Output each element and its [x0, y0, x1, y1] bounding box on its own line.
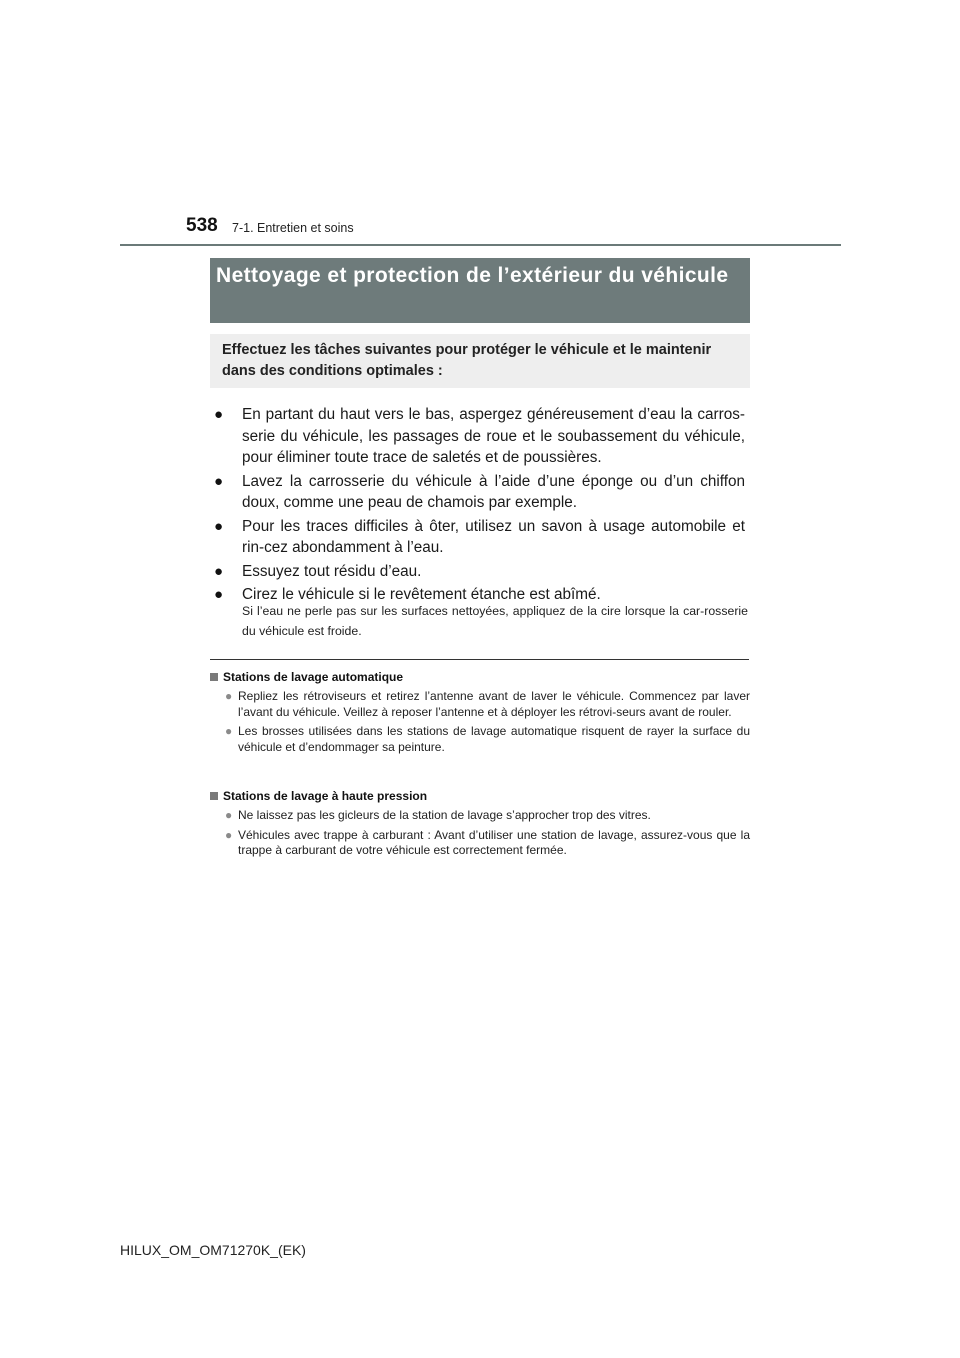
list-item-text: Cirez le véhicule si le revêtement étanche est abîmé.: [242, 586, 601, 603]
bullet-icon: ●: [225, 808, 233, 822]
automatic-wash-section: [210, 669, 750, 755]
list-item: [210, 724, 750, 755]
bullet-icon: ●: [214, 517, 224, 535]
footer-doc-code: HILUX_OM_OM71270K_(EK): [120, 1242, 306, 1258]
page-title: Nettoyage et protection de l’extérieur du véhicule: [216, 264, 729, 287]
bullet-icon: ●: [225, 724, 233, 738]
intro-text: Effectuez les tâches suivantes pour protéger le véhicule et le maintenir dans des conditions optimales :: [222, 342, 712, 379]
list-item-text: Repliez les rétroviseurs et retirez l’antenne avant de laver le véhicule. Commencez par laver l’avant du véhicule. Veillez à reposer l’antenne et à déployer les rétrovi-seurs avant de rouler.: [238, 689, 750, 719]
list-item: [213, 516, 745, 559]
bullet-icon: ●: [214, 586, 224, 603]
list-item-text: Ne laissez pas les gicleurs de la station de lavage s’approcher trop des vitres.: [238, 808, 651, 822]
list-item-text: Essuyez tout résidu d’eau.: [242, 562, 422, 580]
list-item-text: Pour les traces difficiles à ôter, utilisez un savon à usage automobile et rin-cez abondamment à l’eau.: [242, 517, 745, 556]
main-list: [213, 404, 745, 608]
bullet-icon: ●: [225, 827, 233, 842]
square-bullet-icon: [210, 792, 218, 800]
list-item: [213, 404, 745, 469]
section-heading: Stations de lavage à haute pression: [210, 788, 750, 804]
section-divider: [210, 659, 749, 660]
wax-note: Si l’eau ne perle pas sur les surfaces nettoyées, appliquez de la cire lorsque la car-rosserie du véhicule est froide.: [242, 604, 748, 638]
list-item-text: Lavez la carrosserie du véhicule à l’aide d’une éponge ou d’un chiffon doux, comme une peau de chamois par exemple.: [242, 472, 745, 511]
section-label: 7-1. Entretien et soins: [232, 221, 354, 235]
list-item: [213, 561, 745, 583]
high-pressure-wash-section: [210, 788, 750, 859]
square-bullet-icon: [210, 673, 218, 681]
list-item-text: Les brosses utilisées dans les stations de lavage automatique risquent de rayer la surface du véhicule et d’endommager sa peinture.: [238, 724, 750, 754]
bullet-icon: ●: [214, 406, 224, 423]
bullet-icon: ●: [214, 562, 224, 580]
list-item: [210, 689, 750, 720]
header-rule: [120, 244, 841, 246]
list-item-text: Véhicules avec trappe à carburant : Avant d’utiliser une station de lavage, assurez-vous que la trappe à carburant de votre véhicule est correctement fermée.: [238, 827, 750, 857]
title-box: [210, 258, 750, 323]
page-number: 538: [186, 215, 218, 236]
list-item: [213, 471, 745, 514]
bullet-icon: ●: [225, 689, 233, 703]
bullet-icon: ●: [214, 472, 224, 490]
list-item: [210, 808, 750, 824]
section-heading: Stations de lavage automatique: [210, 669, 750, 685]
list-item-text: En partant du haut vers le bas, aspergez généreusement d’eau la carros-serie du véhicule, les passages de roue et le soubassement du véhicule, pour éliminer toute trace de saletés et de poussières.: [242, 406, 745, 466]
intro-box: [210, 334, 750, 388]
list-item: [210, 828, 750, 859]
